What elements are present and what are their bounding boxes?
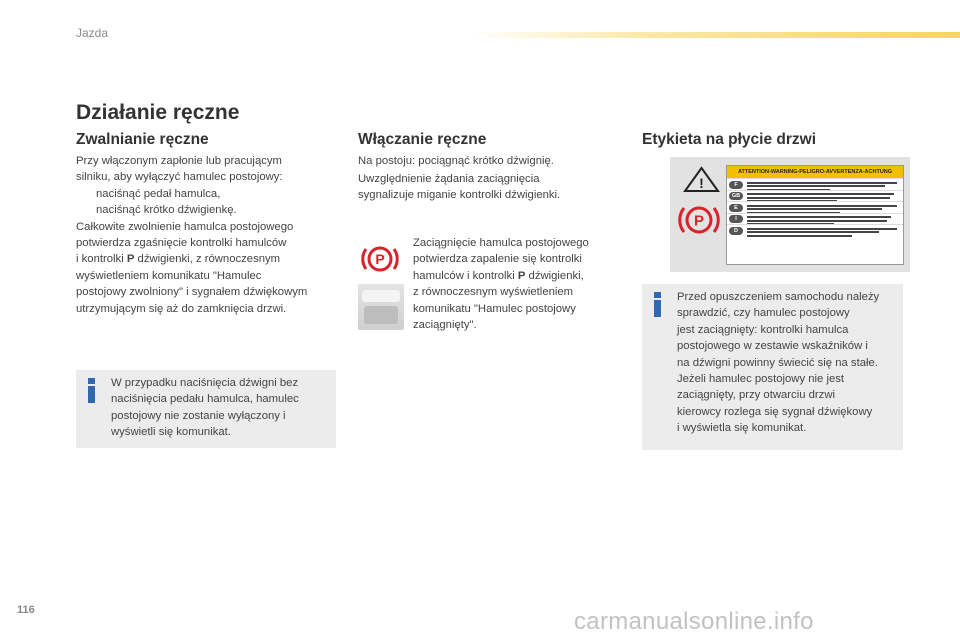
warning-mark: !	[699, 175, 704, 191]
desc-line: z równoczesnym wyświetleniem	[413, 286, 574, 299]
info-line: postojowego w zestawie wskaźników i	[677, 340, 868, 353]
apply-line: sygnalizuje miganie kontrolki dźwigienki.	[358, 189, 561, 202]
release-outro-line: utrzymującym się aż do zamknięcia drzwi.	[76, 302, 287, 315]
page-title: Działanie ręczne	[76, 101, 240, 124]
info-line: jest zaciągnięty: kontrolki hamulca	[677, 323, 849, 336]
release-info-box	[76, 370, 336, 448]
watermark: carmanualsonline.info	[574, 608, 814, 635]
warning-triangle-icon	[683, 166, 720, 193]
desc-line: zaciągnięty".	[413, 319, 477, 332]
info-line: Jeżeli hamulec postojowy nie jest	[677, 373, 845, 386]
parking-brake-warning-icon	[360, 243, 400, 275]
info-line: Przed opuszczeniem samochodu należy	[677, 291, 880, 303]
desc-line	[413, 268, 618, 284]
info-line: i wyświetla się komunikat.	[677, 422, 807, 435]
door-info-box	[642, 284, 903, 450]
sticker-row	[727, 201, 903, 213]
release-bullet	[76, 202, 346, 218]
parking-brake-icon	[678, 199, 720, 241]
release-outro-line	[76, 251, 346, 267]
desc-line: potwierdza zapalenie się kontrolki	[413, 253, 582, 266]
door-label-title: Etykieta na płycie drzwi	[642, 131, 817, 148]
release-outro-line: postojowy zwolniony" i sygnałem dźwiękowym	[76, 286, 308, 299]
page-number: 116	[17, 604, 35, 616]
apply-text-1: Na postoju: pociągnąć krótko dźwignię.	[358, 155, 554, 167]
apply-description	[413, 235, 618, 333]
section-title: Jazda	[76, 26, 109, 40]
bold-p: P	[126, 253, 135, 266]
info-line: postojowy nie zostanie wyłączony i	[111, 409, 286, 422]
language-badge: F	[729, 181, 743, 189]
release-intro-line: Przy włączonym zapłonie lub pracującym	[76, 155, 282, 167]
text-run: dźwigienki, z równoczesnym	[134, 253, 281, 266]
release-outro-line: wyświetleniem komunikatu "Hamulec	[76, 269, 262, 282]
text-run: dźwigienki,	[525, 269, 584, 282]
bullet-text: naciśnąć krótko dźwigienkę.	[96, 204, 237, 217]
bullet-text: naciśnąć pedał hamulca,	[96, 187, 221, 200]
warning-sticker	[726, 165, 904, 265]
release-text	[76, 153, 346, 317]
sticker-row	[727, 178, 903, 190]
language-badge: E	[729, 204, 743, 212]
release-outro-line: potwierdza zgaśnięcie kontrolki hamulców	[76, 237, 287, 250]
sticker-row	[727, 213, 903, 225]
door-label-image	[670, 157, 910, 272]
info-line: wyświetli się komunikat.	[111, 426, 231, 439]
sticker-header: ATTENTION-WARNING-PELIGRO-AVVERTENZA-ACHTUNG	[727, 166, 903, 178]
desc-line: Zaciągnięcie hamulca postojowego	[413, 237, 589, 249]
desc-line: komunikatu "Hamulec postojowy	[413, 302, 576, 315]
lamp-letter: P	[375, 251, 385, 267]
release-bullet	[76, 186, 346, 202]
header-decor-bar	[470, 32, 960, 38]
language-badge: GB	[729, 192, 743, 200]
release-info-text	[111, 375, 331, 441]
info-icon	[88, 378, 95, 403]
info-line: kierowcy rozlega się sygnał dźwiękowy	[677, 405, 873, 418]
apply-title: Włączanie ręczne	[358, 131, 487, 148]
info-icon	[654, 292, 661, 317]
release-outro-line: Całkowite zwolnienie hamulca postojowego	[76, 220, 294, 233]
door-info-text	[677, 289, 899, 437]
apply-line: Uwzględnienie żądania zaciągnięcia	[358, 173, 540, 185]
parking-brake-lever-image	[358, 284, 404, 330]
text-run: hamulców i kontrolki	[413, 269, 518, 282]
language-badge: D	[729, 227, 743, 235]
info-line: naciśnięcia pedału hamulca, hamulec	[111, 393, 299, 406]
release-intro-line: silniku, aby wyłączyć hamulec postojowy:	[76, 171, 283, 184]
apply-text-2	[358, 171, 618, 204]
sticker-row	[727, 224, 903, 236]
info-line: sprawdzić, czy hamulec postojowy	[677, 307, 850, 320]
release-title: Zwalnianie ręczne	[76, 131, 209, 148]
sticker-row	[727, 190, 903, 202]
text-run: i kontrolki	[76, 253, 127, 266]
info-line: na dźwigni powinny świecić się na stałe.	[677, 356, 878, 369]
language-badge: I	[729, 215, 743, 223]
info-line: zaciągnięty, przy otwarciu drzwi	[677, 389, 836, 402]
p-letter: P	[693, 212, 705, 230]
info-line: W przypadku naciśnięcia dźwigni bez	[111, 377, 299, 389]
bold-p: P	[517, 269, 526, 282]
